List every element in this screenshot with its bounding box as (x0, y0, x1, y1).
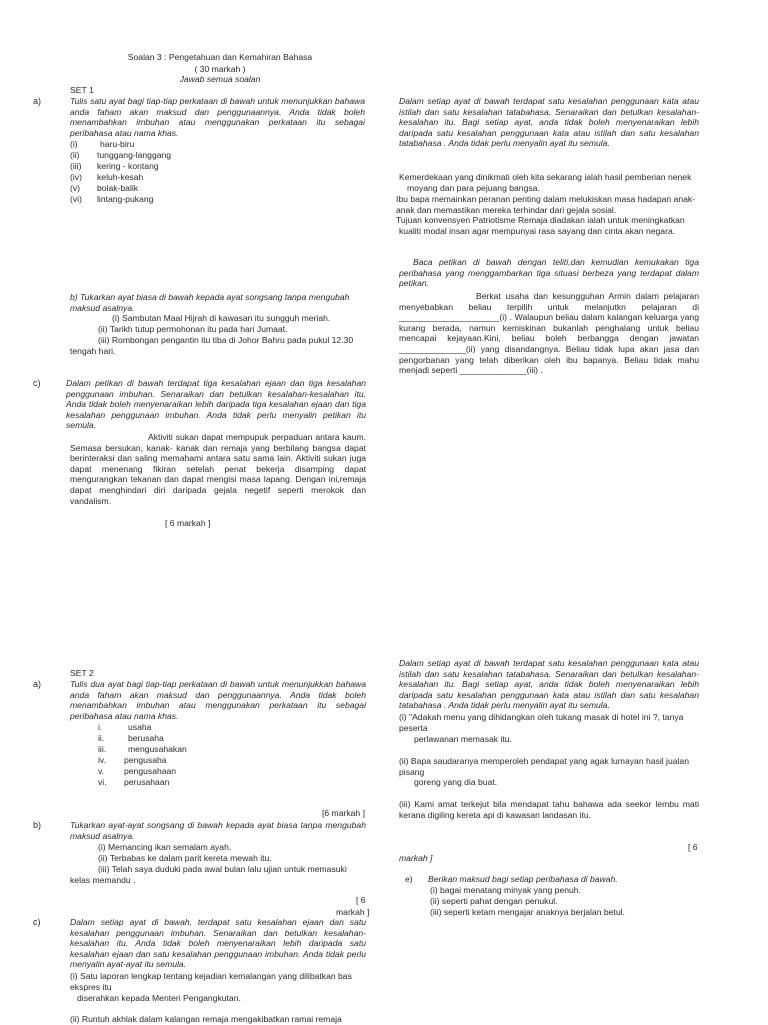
list-item: kering - kontang (97, 161, 159, 171)
set1-question-c: Dalam petikan di bawah terdapat tiga kesalahan ejaan dan tiga kesalahan penggunaan imbuhan. Senaraikan dan betulkan kesalahan-kesalahan itu. Anda tidak boleh menyenaraikan lebih daripada tiga kesalahan ejaan dan tiga kesalahan penggunaan imbuhan. Anda tidak perlu menyalin petikan itu semula. (66, 378, 366, 431)
list-item: perusahaan (124, 777, 170, 787)
list-item: keluh-kesah (97, 172, 144, 182)
set1-b-item: (ii) Tarikh tutup permohonan itu pada hari Jumaat. (98, 324, 288, 334)
set1-b-item: (iii) Rombongan pengantin itu tiba di Johor Bahru pada pukul 12.30 (98, 335, 354, 345)
list-item: iv. (98, 755, 106, 765)
total-marks: ( 30 markah ) (194, 64, 246, 74)
set2-c-item: (ii) Runtuh akhlak dalam kalangan remaja mengakibatkan ramai remaja (70, 1014, 342, 1024)
list-item: i. (98, 722, 103, 732)
set1-d-sentence: Ibu bapa memainkan peranan penting dalam melukiskan masa hadapan anak-anak dan memastikan mereka terhindar dari gejala sosial. (396, 194, 696, 215)
list-item: (i) (70, 139, 78, 149)
set2-b-item: (i) Memancing ikan semalam ayah. (98, 842, 232, 852)
set2-e-item: (i) bagai menatang minyak yang penuh. (430, 885, 581, 895)
set2-e-item: (ii) seperti pahat dengan penukul. (430, 896, 558, 906)
set1-c-passage: Aktiviti sukan dapat mempupuk perpaduan antara kaum. Semasa bersukan, kanak- kanak dan remaja yang berbilang bangsa dapat berinteraksi dan saling memahami antara satu sama lain. Aktiviti sukan juga dapat menenang fikiran setelah penat bekerja disamping dapat mengurangkan tekanan dan dapat mengisi masa lapang. Dengan ini,remaja dapat menghindari diri daripada gejala negetif seperti merokok dan vandalism. (70, 432, 366, 506)
list-item: pengusaha (124, 755, 167, 765)
list-item: berusaha (128, 733, 164, 743)
set2-question-e-letter: e) (405, 874, 413, 884)
list-item: bolak-balik (97, 183, 139, 193)
set1-question-a-letter: a) (33, 96, 42, 106)
set2-b-item-cont: kelas memandu . (70, 875, 136, 885)
set2-question-a: Tulis dua ayat bagi tiap-tiap perkataan di bawah untuk menunjukkan bahawa anda faham akan maksud dan penggunaannya. Anda tidak boleh menambahkan imbuhan atau menggunakan perkataan itu sebagai peribahasa atau nama khas. (70, 679, 366, 721)
set2-d-sentence: perlawanan memasak itu. (414, 734, 512, 744)
set2-c-item: diserahkan kepada Menteri Pengangkutan. (77, 993, 241, 1003)
set1-b-item: (i) Sambutan Maal Hijrah di kawasan itu sungguh meriah. (112, 313, 331, 323)
list-item: usaha (128, 722, 152, 732)
set2-question-d: Dalam setiap ayat di bawah terdapat satu kesalahan penggunaan kata atau istilah dan satu kesalahan tatabahasa. Senaraikan dan betulkan kesalahan-kesalahan itu. Bagi setiap ayat, anda tidak boleh menyenaraikan lebih daripada satu kesalahan penggunaan kata atau istilah dan satu kesalahan tatabahasa . Anda tidak perlu menyalin ayat itu semula. (399, 658, 699, 711)
list-item: pengusahaan (124, 766, 177, 776)
list-item: (v) (70, 183, 81, 193)
list-item: haru-biru (100, 139, 135, 149)
set1-question-c-letter: c) (33, 378, 41, 388)
set2-question-b: Tukarkan ayat-ayat songsang di bawah kepada ayat biasa tanpa mengubah maksud asalnya. (70, 820, 366, 841)
set2-d-marks: [ 6 (688, 842, 698, 852)
list-item: (iv) (70, 172, 82, 182)
set2-question-e: Berikan maksud bagi setiap peribahasa di bawah. (428, 874, 618, 884)
set1-b-item-cont: tengah hari. (70, 346, 116, 356)
set2-d-sentence: (i) "Adakah menu yang dihidangkan oleh tukang masak di hotel ini ?, tanya peserta (399, 712, 684, 733)
set1-question-a: Tulis satu ayat bagi tiap-tiap perkataan di bawah untuk menunjukkan bahawa anda faham akan maksud dan penggunaannya. Anda tidak boleh menambahkan imbuhan atau menggunakan perkataan itu sebagai peribahasa atau nama khas. (70, 96, 365, 138)
set1-d-sentence: Tujuan konvensyen Patriotisme Remaja diadakan ialah untuk meningkatkan kualiti modal insan agar mempunyai rasa sayang dan cinta akan negara. (396, 215, 685, 236)
page-title: Soalan 3 : Pengetahuan dan Kemahiran Bahasa (127, 52, 313, 62)
list-item: ii. (98, 733, 105, 743)
set1-question-b: b) Tukarkan ayat biasa di bawah kepada ayat songsang tanpa mengubah maksud asalnya. (70, 292, 350, 313)
list-item: (ii) (70, 150, 80, 160)
set2-b-marks: markah ] (336, 907, 370, 917)
set2-b-item: (ii) Terbabas ke dalam parit kereta mewah itu. (98, 853, 272, 863)
set2-c-item: (i) Satu laporan lengkap tentang kejadian kemalangan yang dilibatkan bas ekspres itu (70, 971, 352, 992)
list-item: lintang-pukang (97, 194, 154, 204)
set1-e-passage: Berkat usaha dan kesungguhan Armin dalam pelajaran menyebabkan beliau terpilih untuk melanjutkn pelajaran di _____________________(i) . Walaupun beliau dalam kalangan keluarga yang kurang berada, namun kemiskinan bukanlah penghalang untuk beliau mencapai kejayaan.Kini, beliau boleh berbangga dengan jawatan ______________(ii) yang disandangnya. Beliau tidak lupa akan jasa dan pengorbanan yang telah diberikan oleh ibu bapanya. Beliau tidak mahu menjadi seperti ______________(iii) . (399, 291, 699, 376)
set1-d-sentence: Kemerdekaan yang dinikmati oleh kita sekarang ialah hasil pemberian nenek moyang dan para pejuang bangsa. (399, 172, 692, 193)
set1-question-e: Baca petikan di bawah dengan teliti,dan kemudian kemukakan tiga peribahasa yang menggambarkan tiga situasi berbeza yang terdapat dalam petikan. (399, 257, 699, 289)
set2-d-marks: markah ] (399, 853, 433, 863)
set2-b-item: (iii) Telah saya duduki pada awal bulan lalu ujian untuk memasuki (98, 864, 347, 874)
set2-label: SET 2 (70, 668, 94, 678)
set2-d-sentence: goreng yang dia buat. (414, 777, 498, 787)
list-item: v. (98, 766, 105, 776)
set2-question-c: Dalam setiap ayat di bawah, terdapat satu kesalahan ejaan dan satu kesalahan penggunaan imbuhan. Senaraikan dan betulkan kesalahan-kesalahan itu. Anda tidak boleh menyenaraikan lebih daripada satu kesalahan ejaan dan satu kesalahan penggunaan imbuhan. Anda tidak perlu menyalin ayat-ayat itu semula. (70, 917, 366, 970)
list-item: (vi) (70, 194, 82, 204)
set2-d-sentence: (ii) Bapa saudaranya memperoleh pendapat yang agak lumayan hasil jualan pisang (399, 756, 689, 777)
set2-b-marks: [ 6 (356, 895, 366, 905)
answer-all-instruction: Jawab semua soalan (179, 74, 261, 84)
list-item: mengusahakan (128, 744, 187, 754)
list-item: iii. (98, 744, 107, 754)
set1-label: SET 1 (70, 85, 94, 95)
set1-question-d: Dalam setiap ayat di bawah terdapat satu kesalahan penggunaan kata atau istilah dan satu kesalahan tatabahasa. Senaraikan dan betulkan kesalahan-kesalahan itu. Bagi setiap ayat, anda tidak boleh menyenaraikan lebih daripada satu kesalahan penggunaan kata atau istilah dan satu kesalahan tatabahasa . Anda tidak perlu menyalin ayat itu semula. (399, 96, 699, 149)
set2-a-marks: [6 markah ] (322, 808, 365, 818)
set2-question-c-letter: c) (33, 917, 41, 927)
list-item: tunggang-langgang (97, 150, 172, 160)
set2-e-item: (iii) seperti ketam mengajar anaknya berjalan betul. (430, 907, 625, 917)
set2-d-sentence: (iii) Kami amat terkejut bila mendapat tahu bahawa ada seekor lembu mati kerana digiling kereta api di kawasan landasan itu. (399, 799, 699, 820)
set2-question-a-letter: a) (33, 679, 42, 689)
list-item: vi. (98, 777, 107, 787)
set1-c-marks: [ 6 markah ] (165, 518, 211, 528)
set2-question-b-letter: b) (33, 820, 42, 830)
list-item: (iii) (70, 161, 82, 171)
